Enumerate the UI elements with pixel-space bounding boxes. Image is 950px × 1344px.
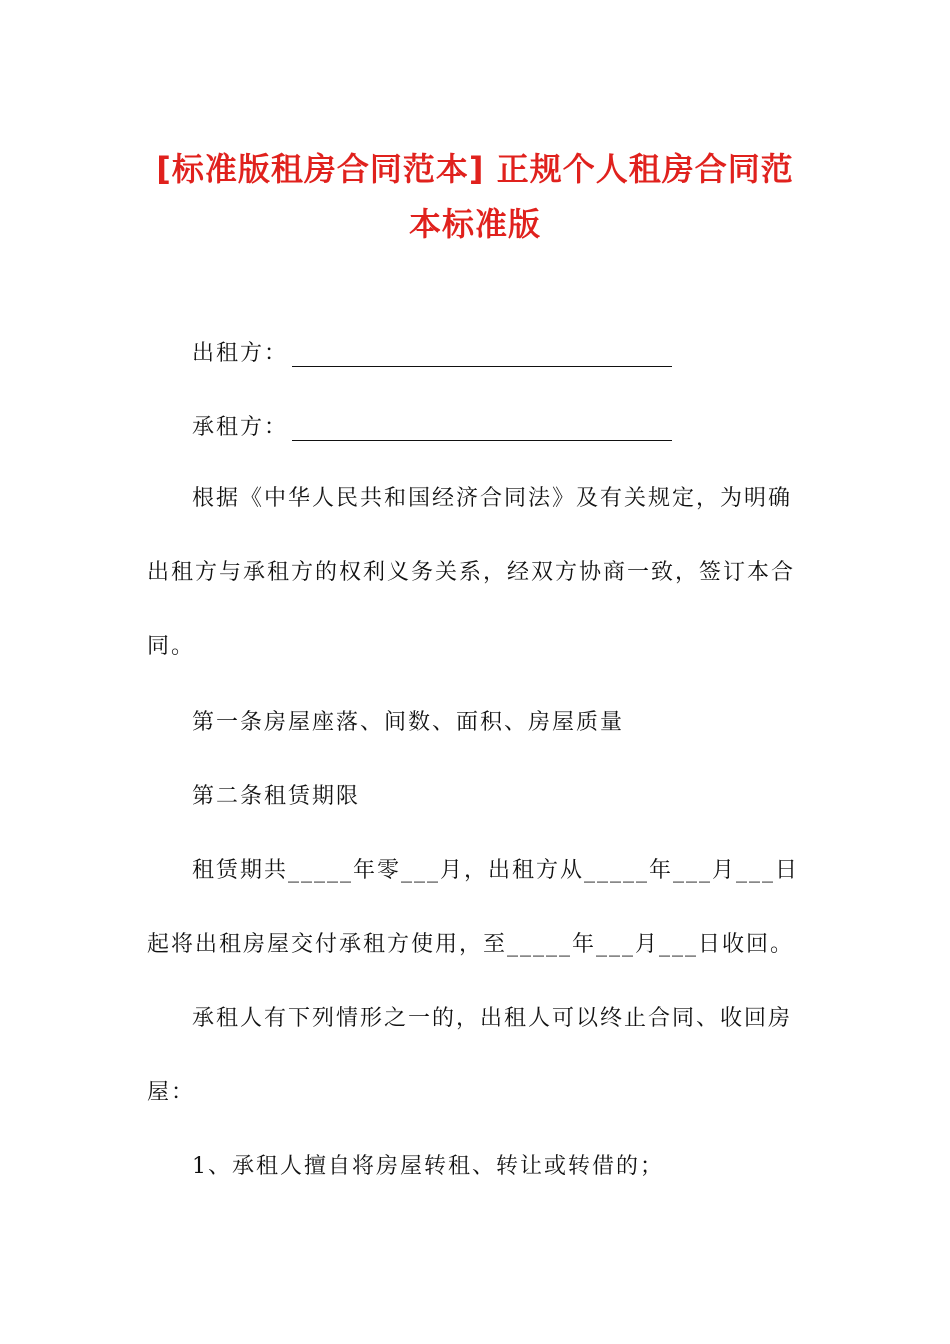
article-2-heading: 第二条租赁期限 (192, 784, 361, 809)
lease-term-paragraph: 租赁期共_____年零___月，出租方从_____年___月___日起将出租房屋交付承租方使用，至_____年___月___日收回。 (147, 858, 800, 957)
title-line-2: 本标准版 (408, 205, 541, 243)
lessee-label: 承租方： (192, 415, 289, 440)
article-1-heading: 第一条房屋座落、间数、面积、房屋质量 (192, 710, 625, 735)
termination-item-1: 1、承租人擅自将房屋转租、转让或转借的； (192, 1154, 664, 1179)
lessor-field (192, 336, 672, 367)
lessee-blank-line (292, 418, 672, 441)
lessee-field (192, 410, 672, 441)
title-line-1: [标准版租房合同范本] 正规个人租房合同范 (156, 150, 794, 188)
lessor-blank-line (292, 344, 672, 367)
intro-paragraph: 根据《中华人民共和国经济合同法》及有关规定，为明确出租方与承租方的权利义务关系，经双方协商一致，签订本合同。 (147, 486, 796, 659)
document-title (100, 142, 850, 252)
termination-intro-paragraph: 承租人有下列情形之一的，出租人可以终止合同、收回房屋： (147, 1006, 793, 1105)
lessor-label: 出租方： (192, 341, 289, 366)
